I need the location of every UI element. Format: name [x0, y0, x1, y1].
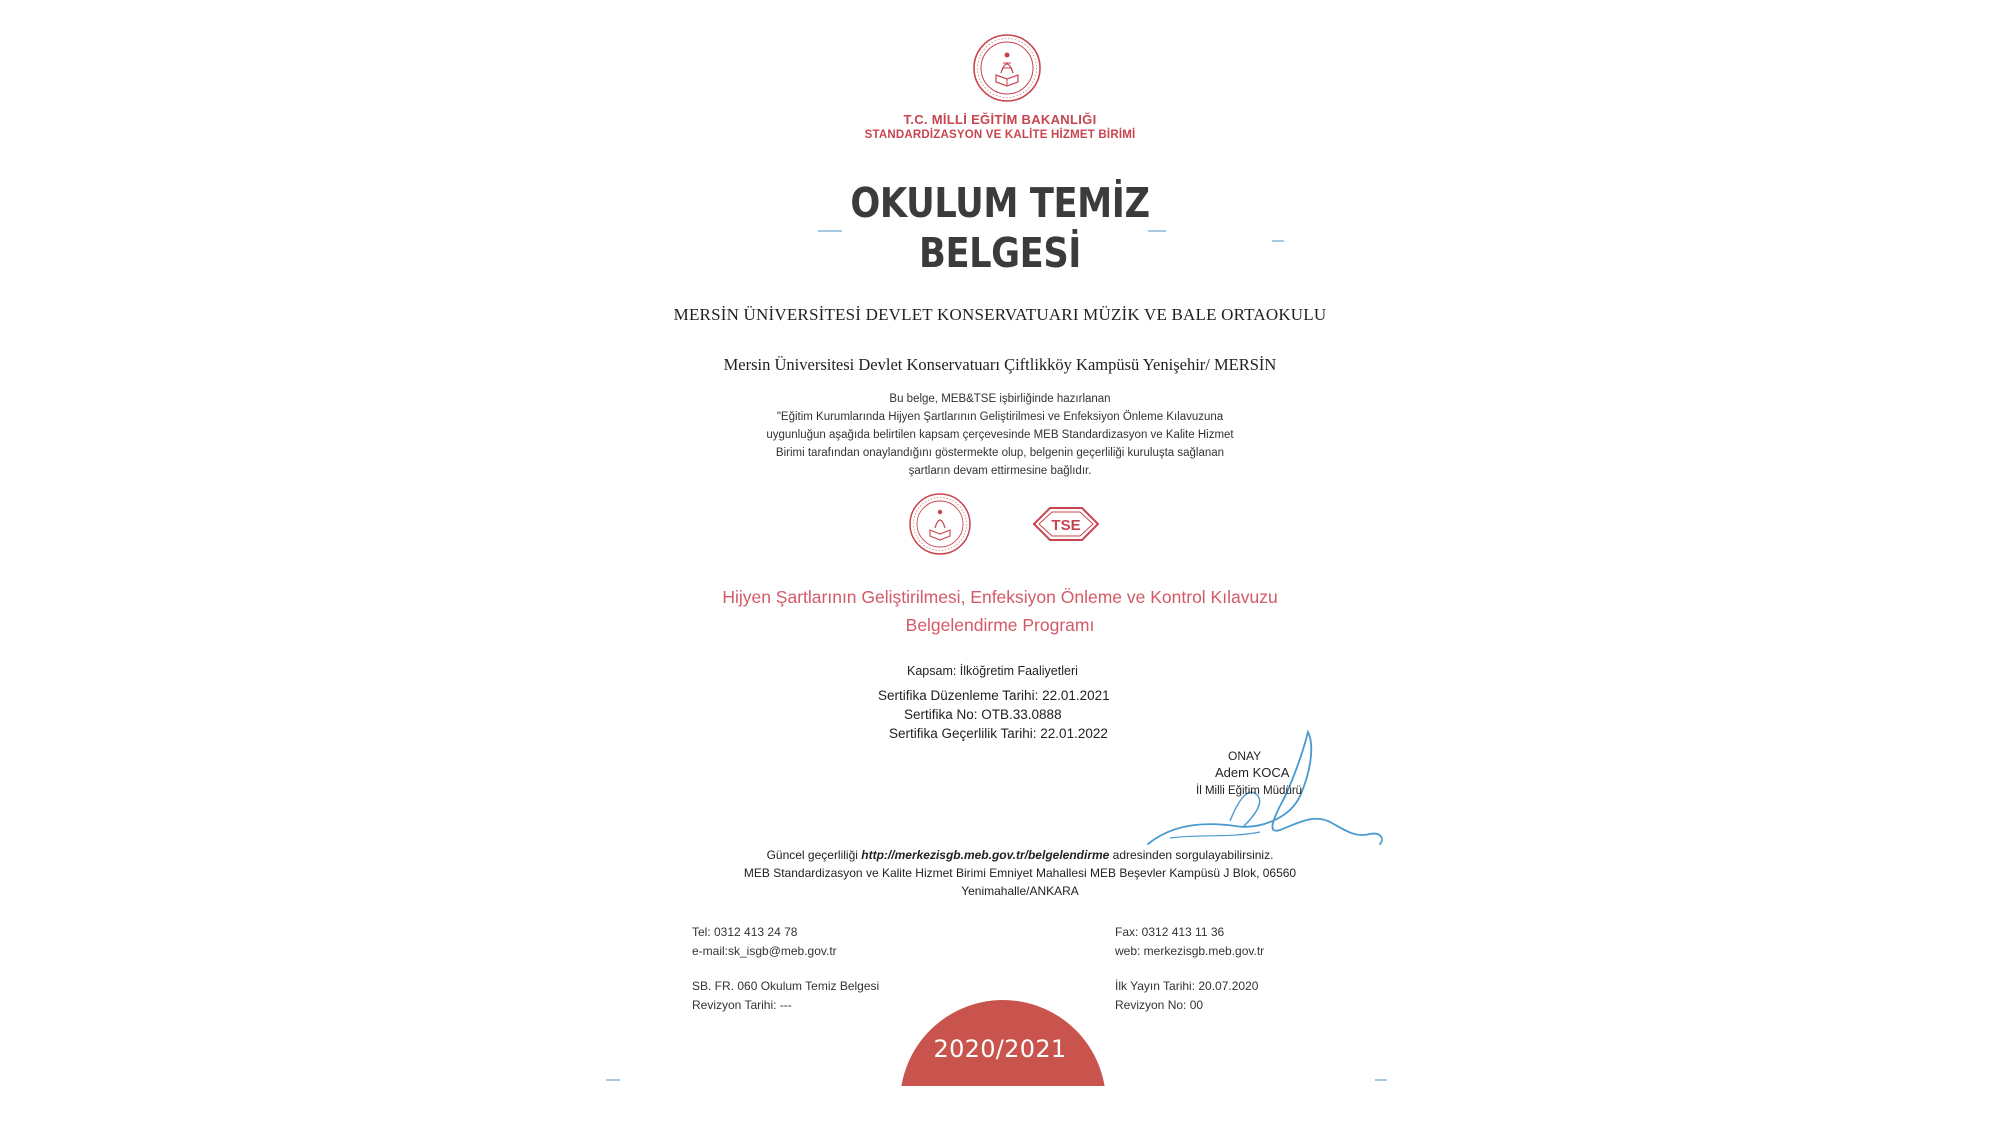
scan-artifact [606, 1079, 620, 1081]
statement-line: uygunluğun aşağıda belirtilen kapsam çerçevesinde MEB Standardizasyon ve Kalite Hizmet [766, 429, 1234, 441]
approver-title: İl Milli Eğitim Müdürü [1196, 785, 1303, 797]
year-badge-text: 2020/2021 [933, 1035, 1067, 1063]
ministry-seal-icon [972, 33, 1042, 103]
certificate-statement [700, 390, 1300, 480]
title-line-1: OKULUM TEMİZ [850, 179, 1150, 227]
statement-line: Bu belge, MEB&TSE işbirliğinde hazırlanan [889, 393, 1111, 405]
form-code: SB. FR. 060 Okulum Temiz Belgesi [692, 979, 880, 993]
ministry-unit: STANDARDİZASYON VE KALİTE HİZMET BİRİMİ [864, 129, 1136, 141]
revision-number: Revizyon No: 00 [1115, 998, 1204, 1012]
scope: Kapsam: İlköğretim Faaliyetleri [907, 664, 1078, 678]
certificate-title [140, 178, 1860, 278]
tse-logo [1030, 504, 1102, 544]
verification-url[interactable]: http://merkezisgb.meb.gov.tr/belgelendirme [861, 848, 1110, 862]
verification-prefix: Güncel geçerliliği [766, 848, 862, 862]
program-title [0, 583, 2000, 639]
statement-line: şartların devam ettirmesine bağlıdır. [908, 465, 1092, 477]
verification-info [700, 846, 1340, 900]
approval-label: ONAY [1228, 749, 1262, 763]
scan-artifact [1375, 1079, 1387, 1081]
verification-suffix: adresinden sorgulayabilirsiniz. [1109, 848, 1274, 862]
approver-name: Adem KOCA [1215, 765, 1290, 780]
contact-email: e-mail:sk_isgb@meb.gov.tr [692, 944, 837, 958]
statement-line: "Eğitim Kurumlarında Hijyen Şartlarının Geliştirilmesi ve Enfeksiyon Önleme Kılavuzuna [776, 411, 1224, 423]
scan-artifact [1272, 240, 1284, 242]
scan-artifact [1148, 230, 1166, 232]
scan-artifact [818, 230, 842, 232]
unit-address-line-2: Yenimahalle/ANKARA [961, 884, 1079, 898]
validity-date: Sertifika Geçerlilik Tarihi: 22.01.2022 [889, 726, 1108, 741]
contact-fax: Fax: 0312 413 11 36 [1115, 925, 1225, 939]
statement-line: Birimi tarafından onaylandığını göstermekte olup, belgenin geçerliliği kuruluşta sağlanan [775, 447, 1225, 459]
contact-web: web: merkezisgb.meb.gov.tr [1115, 944, 1265, 958]
meb-seal-icon [908, 492, 972, 556]
issue-date: Sertifika Düzenleme Tarihi: 22.01.2021 [878, 688, 1110, 703]
ministry-name: T.C. MİLLİ EĞİTİM BAKANLIĞI [903, 112, 1097, 127]
school-address: Mersin Üniversitesi Devlet Konservatuarı Çiftlikköy Kampüsü Yenişehir/ MERSİN [723, 355, 1277, 374]
program-line-2: Belgelendirme Programı [905, 615, 1095, 635]
unit-address-line-1: MEB Standardizasyon ve Kalite Hizmet Birimi Emniyet Mahallesi MEB Beşevler Kampüsü J Blok, 06560 [743, 866, 1297, 880]
revision-date: Revizyon Tarihi: --- [692, 998, 792, 1012]
contact-phone: Tel: 0312 413 24 78 [692, 925, 798, 939]
verification-line [700, 846, 1340, 864]
certificate-number: Sertifika No: OTB.33.0888 [904, 707, 1062, 722]
tse-logo-text: TSE [1051, 517, 1081, 534]
program-line-1: Hijyen Şartlarının Geliştirilmesi, Enfeksiyon Önleme ve Kontrol Kılavuzu [722, 587, 1278, 607]
school-name: MERSİN ÜNİVERSİTESİ DEVLET KONSERVATUARI MÜZİK VE BALE ORTAOKULU [673, 305, 1327, 324]
title-line-2: BELGESİ [919, 229, 1081, 277]
first-publish-date: İlk Yayın Tarihi: 20.07.2020 [1115, 979, 1259, 993]
